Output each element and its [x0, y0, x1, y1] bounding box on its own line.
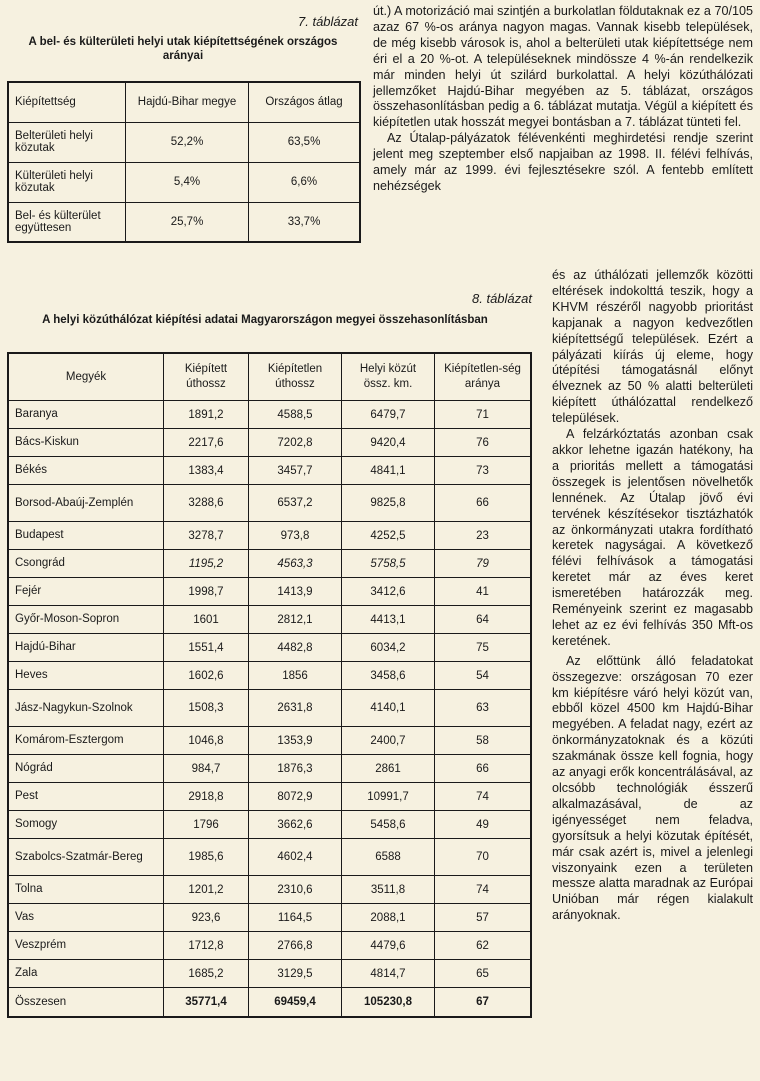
table8-header-cell: Kiépített úthossz	[164, 353, 249, 401]
table7-cell: 33,7%	[249, 202, 361, 242]
table8-cell: 41	[435, 578, 532, 606]
table8-cell: 8072,9	[249, 783, 342, 811]
table8-row	[8, 811, 531, 839]
table8-row	[8, 634, 531, 662]
table8-cell: 105230,8	[342, 988, 435, 1018]
table7-cell: Belterületi helyi közutak	[8, 122, 126, 162]
table8-cell: 67	[435, 988, 532, 1018]
table7-title: A bel- és külterületi helyi utak kiépítettségének országos arányai	[28, 36, 338, 62]
table8-cell: Összesen	[8, 988, 164, 1018]
table8-row	[8, 904, 531, 932]
table8-cell: 4482,8	[249, 634, 342, 662]
table8-cell: Szabolcs-Szatmár-Bereg	[8, 839, 164, 876]
table8-cell: 3129,5	[249, 960, 342, 988]
table8-cell: 1602,6	[164, 662, 249, 690]
paragraph: Az Útalap-pályázatok félévenkénti meghirdetési rendje szerint jelent meg szeptember első napjaiban az 1998. II. félévi felhívás, amely már az 1999. évi fejlesztésekre szól. A fentebb említett nehézségek	[373, 131, 753, 193]
table8-row	[8, 457, 531, 485]
table8-cell: 54	[435, 662, 532, 690]
table8	[7, 352, 532, 1018]
table7-cell: 52,2%	[126, 122, 249, 162]
table8-title: A helyi közúthálózat kiépítési adatai Magyarországon megyei összehasonlításban	[42, 314, 488, 326]
table8-row	[8, 783, 531, 811]
table7-cell: 25,7%	[126, 202, 249, 242]
table8-cell: 64	[435, 606, 532, 634]
table8-cell: Komárom-Esztergom	[8, 727, 164, 755]
table8-cell: 1046,8	[164, 727, 249, 755]
table8-row	[8, 401, 531, 429]
table8-cell: Tolna	[8, 876, 164, 904]
table8-row	[8, 550, 531, 578]
table8-cell: 1551,4	[164, 634, 249, 662]
table8-cell: 57	[435, 904, 532, 932]
table8-row	[8, 606, 531, 634]
table7	[7, 81, 361, 243]
text-column-top	[373, 4, 753, 195]
table8-cell: 74	[435, 783, 532, 811]
table8-header-cell: Helyi közút össz. km.	[342, 353, 435, 401]
table8-cell: Győr-Moson-Sopron	[8, 606, 164, 634]
table8-cell: 1891,2	[164, 401, 249, 429]
table8-cell: 2861	[342, 755, 435, 783]
table8-cell: 2631,8	[249, 690, 342, 727]
table8-header-cell: Kiépítetlen-ség aránya	[435, 353, 532, 401]
table8-cell: 4563,3	[249, 550, 342, 578]
table8-cell: 1413,9	[249, 578, 342, 606]
table8-cell: 1985,6	[164, 839, 249, 876]
table8-cell: Vas	[8, 904, 164, 932]
table8-cell: 6479,7	[342, 401, 435, 429]
text-column-bottom	[552, 268, 753, 924]
table8-number: 8. táblázat	[472, 291, 532, 306]
table8-cell: 1601	[164, 606, 249, 634]
table8-cell: 3457,7	[249, 457, 342, 485]
paragraph: Az előttünk álló feladatokat összegezve: országosan 70 ezer km kiépítésre váró helyi közút van, ebből közel 4500 km Hajdú-Bihar megyében. A feladat nagy, ezért az önkormányzatoknak és a közúti szakmának össze kell fognia, hogy az anyagi erők koncentrálásával, az olcsóbb technológiák ésszerű alkalmazásával, de az igényességet nem feladva, gyorsítsuk a helyi közutak építését, már csak azért is, mivel a jelenlegi viszonyaink ezen a területen messze alatta maradnak az Európai Unióban már régen kialakult arányoknak.	[552, 653, 753, 923]
table8-cell: 1712,8	[164, 932, 249, 960]
table7-header-row	[8, 82, 360, 122]
table8-cell: 58	[435, 727, 532, 755]
table8-cell: 2918,8	[164, 783, 249, 811]
table7-cell: Külterületi helyi közutak	[8, 162, 126, 202]
table8-cell: 76	[435, 429, 532, 457]
table8-cell: 973,8	[249, 522, 342, 550]
table8-cell: 5458,6	[342, 811, 435, 839]
table8-cell: 69459,4	[249, 988, 342, 1018]
table7-row	[8, 162, 360, 202]
table8-cell: 923,6	[164, 904, 249, 932]
table8-cell: 1164,5	[249, 904, 342, 932]
table7-cell: 6,6%	[249, 162, 361, 202]
table8-cell: 79	[435, 550, 532, 578]
table8-cell: 23	[435, 522, 532, 550]
table8-row	[8, 690, 531, 727]
table8-cell: 2088,1	[342, 904, 435, 932]
table7-header-cell: Kiépítettség	[8, 82, 126, 122]
table8-cell: 2217,6	[164, 429, 249, 457]
table8-cell: 66	[435, 755, 532, 783]
table8-cell: 1383,4	[164, 457, 249, 485]
table8-cell: 2766,8	[249, 932, 342, 960]
table8-cell: 1876,3	[249, 755, 342, 783]
table8-cell: 49	[435, 811, 532, 839]
table8-cell: 6034,2	[342, 634, 435, 662]
table8-cell: Nógrád	[8, 755, 164, 783]
table8-row	[8, 485, 531, 522]
paragraph: út.) A motorizáció mai szintjén a burkolatlan földutaknak ez a 70/105 azaz 67 %-os aránya nagyon magas. Vannak kisebb települések, de még kisebb városok is, ahol a belterületi utak kiépítettsége nem éri el a 20 %-ot. A településeknek mindössze 4 %-án rendelkezik már minden helyi út szilárd burkolattal. A helyi közúthálózati jellemzőket Hajdú-Bihar megyében az 5. táblázat, országos összehasonlításban pedig a 6. táblázat mutatja. Végül a kiépített és kiépítetlen utak hosszát megyei bontásban a 7. táblázat tünteti fel.	[373, 4, 753, 130]
table8-cell: 65	[435, 960, 532, 988]
table8-cell: Fejér	[8, 578, 164, 606]
table8-cell: 70	[435, 839, 532, 876]
table8-cell: 10991,7	[342, 783, 435, 811]
table8-cell: 984,7	[164, 755, 249, 783]
table8-cell: 4252,5	[342, 522, 435, 550]
table8-body	[8, 401, 531, 1018]
table8-row	[8, 727, 531, 755]
table8-cell: Békés	[8, 457, 164, 485]
table8-cell: 73	[435, 457, 532, 485]
table7-header-cell: Országos átlag	[249, 82, 361, 122]
table8-cell: 35771,4	[164, 988, 249, 1018]
table8-row	[8, 876, 531, 904]
table7-number: 7. táblázat	[298, 14, 358, 29]
table8-cell: 3458,6	[342, 662, 435, 690]
table8-cell: Jász-Nagykun-Szolnok	[8, 690, 164, 727]
table8-cell: Csongrád	[8, 550, 164, 578]
table8-cell: 2812,1	[249, 606, 342, 634]
table8-cell: 6537,2	[249, 485, 342, 522]
table8-cell: 1508,3	[164, 690, 249, 727]
table8-cell: 1796	[164, 811, 249, 839]
table8-row	[8, 429, 531, 457]
table8-cell: 4602,4	[249, 839, 342, 876]
table8-cell: 4413,1	[342, 606, 435, 634]
table8-cell: 7202,8	[249, 429, 342, 457]
table8-cell: 9420,4	[342, 429, 435, 457]
table8-cell: 3278,7	[164, 522, 249, 550]
table8-row	[8, 932, 531, 960]
table8-cell: Heves	[8, 662, 164, 690]
table8-header-cell: Megyék	[8, 353, 164, 401]
table8-row	[8, 755, 531, 783]
table7-cell: Bel- és külterület együttesen	[8, 202, 126, 242]
table8-cell: 3288,6	[164, 485, 249, 522]
table8-cell: 2310,6	[249, 876, 342, 904]
table8-cell: 3412,6	[342, 578, 435, 606]
table8-cell: Borsod-Abaúj-Zemplén	[8, 485, 164, 522]
table8-cell: 4479,6	[342, 932, 435, 960]
table8-header-cell: Kiépítetlen úthossz	[249, 353, 342, 401]
table8-cell: 3511,8	[342, 876, 435, 904]
table7-cell: 63,5%	[249, 122, 361, 162]
table8-cell: 4814,7	[342, 960, 435, 988]
table8-cell: 63	[435, 690, 532, 727]
table8-cell: Baranya	[8, 401, 164, 429]
table8-cell: 2400,7	[342, 727, 435, 755]
table8-cell: 3662,6	[249, 811, 342, 839]
table8-cell: 1998,7	[164, 578, 249, 606]
table8-cell: Somogy	[8, 811, 164, 839]
table8-row	[8, 522, 531, 550]
table7-row	[8, 202, 360, 242]
table8-cell: 1685,2	[164, 960, 249, 988]
table8-cell: 4588,5	[249, 401, 342, 429]
table8-cell: 5758,5	[342, 550, 435, 578]
table8-cell: Bács-Kiskun	[8, 429, 164, 457]
table7-header-cell: Hajdú-Bihar megye	[126, 82, 249, 122]
table8-cell: 71	[435, 401, 532, 429]
table8-cell: 62	[435, 932, 532, 960]
table8-cell: 4140,1	[342, 690, 435, 727]
table8-row	[8, 839, 531, 876]
table8-cell: 9825,8	[342, 485, 435, 522]
table7-row	[8, 122, 360, 162]
table8-cell: Hajdú-Bihar	[8, 634, 164, 662]
table8-cell: 1353,9	[249, 727, 342, 755]
table8-cell: 66	[435, 485, 532, 522]
table8-cell: Pest	[8, 783, 164, 811]
table8-cell: Budapest	[8, 522, 164, 550]
table8-row	[8, 578, 531, 606]
table8-header-row	[8, 353, 531, 401]
table8-cell: 75	[435, 634, 532, 662]
table8-cell: Zala	[8, 960, 164, 988]
table8-cell: 1201,2	[164, 876, 249, 904]
table8-row	[8, 988, 531, 1018]
table8-cell: 4841,1	[342, 457, 435, 485]
table8-cell: 74	[435, 876, 532, 904]
table8-cell: Veszprém	[8, 932, 164, 960]
table8-row	[8, 960, 531, 988]
table8-cell: 6588	[342, 839, 435, 876]
paragraph: A felzárkóztatás azonban csak akkor lehetne igazán hatékony, ha a prioritás mellett a támogatási összegek is jelentősen növelhetők lennének. Az Útalap jövő évi tervének készítésekor tisztázhatók az önkormányzati utakra fordítható keretek nagyságai. A következő félévi felhívások a támogatási keretet már az éves keret ismeretében határozzák meg. Reményeink szerint ez magasabb lehet az ez évi felhívás 350 Mft-os keretének.	[552, 427, 753, 648]
table8-cell: 1195,2	[164, 550, 249, 578]
table7-cell: 5,4%	[126, 162, 249, 202]
table8-cell: 1856	[249, 662, 342, 690]
table8-row	[8, 662, 531, 690]
paragraph: és az úthálózati jellemzők közötti eltérések indokolttá teszik, hogy a KHVM részéről nagyobb prioritást kapjanak a nagyon kedvezőtlen kiépítettségű települések. Ezért a pályázati kiírás új eleme, hogy útépítési támogatásnál előnyt élveznek az 50 % alatti belterületi kiépített úthálózattal rendelkező települések.	[552, 268, 753, 426]
